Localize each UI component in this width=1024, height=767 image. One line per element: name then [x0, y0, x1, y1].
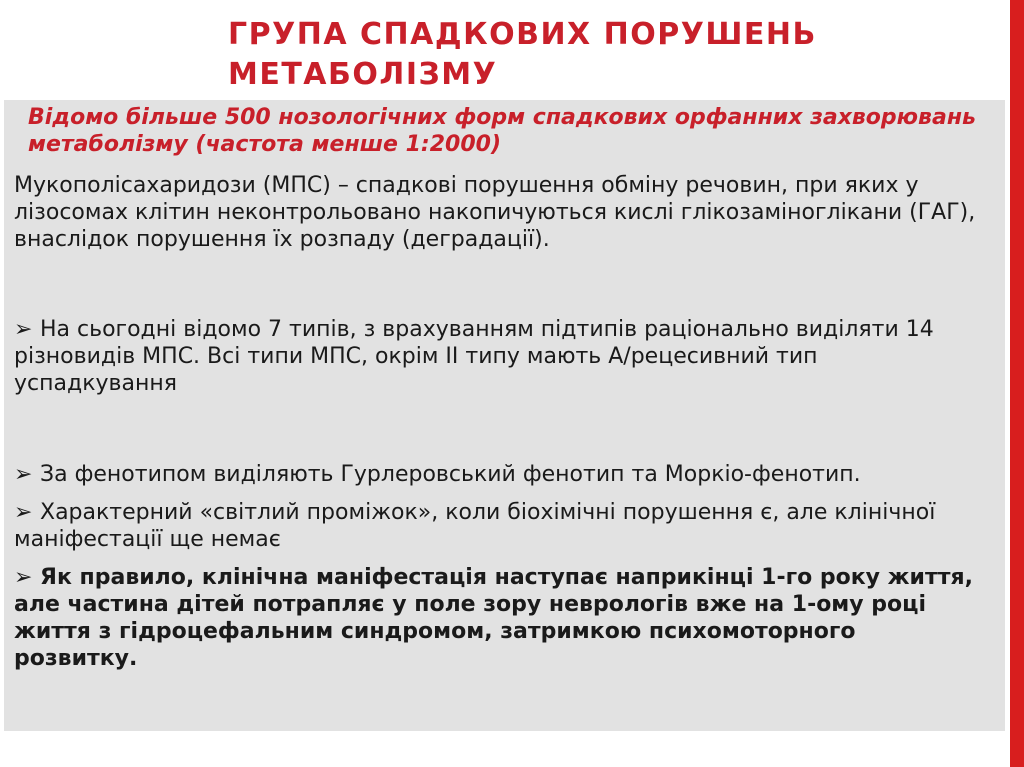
bullet-text: На сьогодні відомо 7 типів, з врахуванням підтипів раціонально виділяти 14 різновидів МПС. Всі типи МПС, окрім ІІ типу мають А/рецесивний тип успадкування — [14, 317, 934, 396]
bullet-arrow-icon: ➢ — [14, 317, 33, 342]
bullet-arrow-icon: ➢ — [14, 565, 33, 590]
content-box — [4, 100, 1005, 731]
definition-text: Мукополісахаридози (МПС) – спадкові порушення обміну речовин, при яких у лізосомах клітин неконтрольовано накопичуються кислі глікозаміноглікани (ГАГ), внаслідок порушення їх розпаду (деградації). — [14, 173, 976, 252]
bullet-item-light-interval — [14, 499, 985, 553]
bullet-item-manifestation — [14, 564, 985, 672]
right-accent-bar — [1010, 0, 1024, 767]
bullet-text: Як правило, клінічна маніфестація наступає наприкінці 1-го року життя, але частина дітей потрапляє у поле зору неврологів вже на 1-ому році життя з гідроцефальним синдромом, затримкою психомоторного розвитку. — [14, 565, 973, 671]
slide-title: ГРУПА СПАДКОВИХ ПОРУШЕНЬ МЕТАБОЛІЗМУ — [228, 17, 817, 92]
bullet-text: За фенотипом виділяють Гурлеровський фенотип та Моркіо-фенотип. — [40, 462, 861, 487]
intro-text — [14, 104, 985, 158]
intro-text-content: Відомо більше 500 нозологічних форм спадкових орфанних захворювань метаболізму (частота менше 1:2000) — [28, 105, 976, 157]
bullet-item-phenotype — [14, 461, 985, 488]
bullet-item-types — [14, 316, 985, 397]
bullet-arrow-icon: ➢ — [14, 500, 33, 525]
bullet-text: Характерний «світлий проміжок», коли біохімічні порушення є, але клінічної маніфестації ще немає — [14, 500, 936, 552]
bullet-arrow-icon: ➢ — [14, 462, 33, 487]
